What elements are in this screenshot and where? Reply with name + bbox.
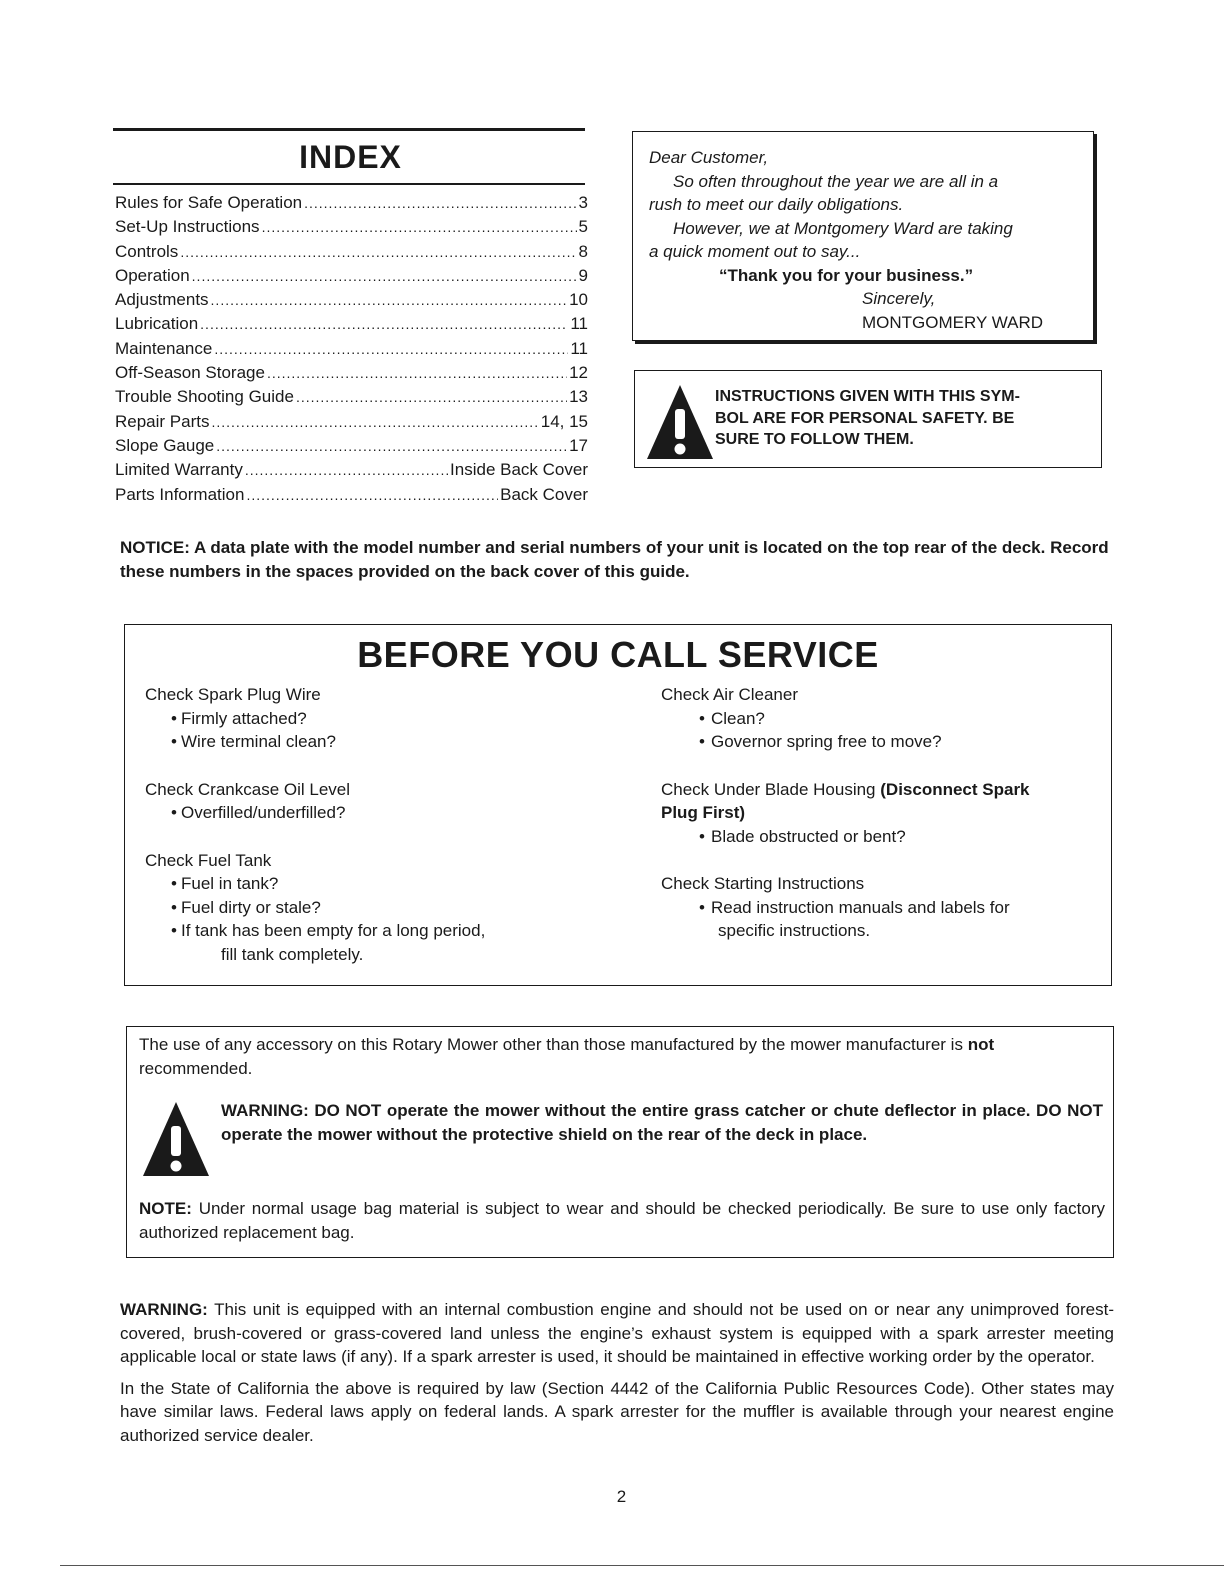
index-list [115,191,588,507]
check-bullet: • Fuel in tank? [145,872,625,896]
index-item-page: 14, 15 [540,411,588,431]
check-bullet: • Blade obstructed or bent? [661,825,1101,849]
letter-company: MONTGOMERY WARD [862,312,1044,332]
check-heading: Check Starting Instructions [661,874,865,893]
index-item [115,264,588,288]
index-item [115,215,588,239]
index-item-page: 13 [569,387,588,407]
check-bullet: • Read instruction manuals and labels for [661,896,1101,920]
safety-text [715,386,1095,451]
index-item-label: Slope Gauge [115,435,215,455]
accessory-warning-box [126,1026,1114,1258]
check-heading: Check Crankcase Oil Level [145,779,351,799]
index-item-label: Maintenance [115,338,213,358]
index-item [115,483,588,507]
before-you-call-service-box [124,624,1112,986]
accessory-text: The use of any accessory on this Rotary Mower other than those manufactured by the mower manufacturer is [139,1035,963,1054]
check-bullet-continuation: fill tank completely. [221,944,364,964]
page-number: 2 [616,1487,627,1506]
index-item [115,337,588,361]
index-item [115,434,588,458]
service-right-column [661,683,1101,967]
index-item-label: Trouble Shooting Guide [115,387,294,407]
index-item-page: 5 [578,217,588,237]
index-item-page: 12 [569,363,588,383]
letter-line: a quick moment out to say... [649,242,861,261]
index-title-rule [113,183,585,185]
spark-arrester-warnings [120,1298,1114,1455]
index-leader-dots [246,483,498,507]
index-item-page: Back Cover [500,484,588,504]
check-starting-group [661,872,1101,943]
index-leader-dots [192,264,577,288]
warning-triangle-icon [645,383,715,461]
check-bullet: • Governor spring free to move? [661,730,1101,754]
check-air-cleaner-group [661,683,1101,754]
california-paragraph: In the State of California the above is required by law (Section 4442 of the California Public Resources Code). Other states may have similar laws. Federal laws apply on federal lands. A spark arrester for the muffler is available through your nearest engine authorized service dealer. [120,1378,1114,1445]
index-leader-dots [216,434,567,458]
accessory-not: not [967,1035,995,1054]
check-fuel-group [145,849,625,967]
engine-warning-label: WARNING: [120,1300,208,1319]
index-item-page: 3 [578,193,588,212]
index-item [115,288,588,312]
check-crankcase-group [145,778,625,825]
index-item [115,240,588,264]
accessory-text: recommended. [139,1058,253,1078]
index-item-label: Off-Season Storage [115,363,265,383]
service-left-column [145,683,625,990]
index-leader-dots [211,288,568,312]
check-heading: Check Spark Plug Wire [145,685,321,704]
index-item-label: Set-Up Instructions [115,217,260,237]
index-leader-dots [262,215,577,239]
index-leader-dots [211,410,538,434]
index-leader-dots [304,191,576,215]
check-bullet-continuation: specific instructions. [718,921,871,940]
index-item [115,385,588,409]
index-item-label: Adjustments [115,290,209,310]
index-item-label: Limited Warranty [115,460,243,480]
index-item-page: 11 [570,314,588,334]
index-item-label: Repair Parts [115,411,210,431]
check-bullet: • Fuel dirty or stale? [145,896,625,920]
bottom-edge-rule [60,1565,1224,1566]
service-title: BEFORE YOU CALL SERVICE [357,634,879,675]
check-heading: Check Air Cleaner [661,685,799,704]
index-item [115,458,588,482]
index-item [115,361,588,385]
letter-closing: Sincerely, [862,289,936,308]
letter-line: However, we at Montgomery Ward are taking [673,218,1013,238]
index-item-page: 8 [578,241,588,261]
note-label: NOTE: [139,1199,192,1218]
letter-line: So often throughout the year we are all in a [673,171,999,191]
check-bullet: • Clean? [661,707,1101,731]
safety-line: INSTRUCTIONS GIVEN WITH THIS SYM- [715,388,1020,405]
index-leader-dots [214,337,568,361]
data-plate-notice: NOTICE: A data plate with the model number and serial numbers of your unit is located on the top rear of the deck. Record these numbers in the spaces provided on the back cover of this guide. [120,538,1109,581]
customer-letter-text [649,146,1089,334]
check-heading-bold: (Disconnect Spark [880,779,1030,799]
index-item-page: Inside Back Cover [450,460,588,480]
index-item-page: 9 [578,265,588,285]
check-heading-bold: Plug First) [661,803,746,822]
check-heading: Check Fuel Tank [145,850,272,870]
bag-note [139,1197,1105,1244]
index-title: INDEX [299,139,402,175]
check-blade-housing-group [661,778,1101,849]
safety-line: SURE TO FOLLOW THEM. [715,431,914,448]
letter-salutation: Dear Customer, [649,148,769,167]
check-bullet: • If tank has been empty for a long period, [145,919,625,943]
index-top-rule [113,128,585,131]
index-leader-dots [296,385,567,409]
index-leader-dots [180,240,576,264]
safety-symbol-box [634,370,1102,468]
index-leader-dots [245,458,448,482]
check-bullet: • Wire terminal clean? [145,730,625,754]
engine-warning-paragraph [120,1298,1114,1369]
index-item-label: Rules for Safe Operation [115,193,303,212]
index-item [115,312,588,336]
check-bullet: • Firmly attached? [145,707,625,731]
index-item-label: Parts Information [115,484,245,504]
check-heading [661,778,1101,802]
index-leader-dots [267,361,567,385]
check-bullet: • Overfilled/underfilled? [145,801,625,825]
letter-line: rush to meet our daily obligations. [649,195,904,214]
index-item [115,410,588,434]
letter-thanks: “Thank you for your business.” [719,265,974,285]
check-heading-text: Check Under Blade Housing [661,779,876,799]
warning-triangle-icon [141,1100,211,1178]
index-item-page: 17 [569,435,588,455]
grass-catcher-warning: WARNING: DO NOT operate the mower without the entire grass catcher or chute deflector in place. DO NOT operate the mower without the protective shield on the rear of the deck in place. [221,1101,1103,1144]
index-item-label: Lubrication [115,314,199,334]
engine-warning-text: This unit is equipped with an internal combustion engine and should not be used on or near any unimproved forest-covered, brush-covered or grass-covered land unless the engine’s exhaust system is equipped with a spark arrester meeting applicable local or state laws (if any). If a spark arrester is used, it should be maintained in effective working order by the operator. [120,1300,1114,1366]
index-item-label: Operation [115,265,190,285]
index-item-label: Controls [115,241,179,261]
accessory-paragraph [139,1033,1105,1080]
index-item-page: 11 [570,338,588,358]
safety-line: BOL ARE FOR PERSONAL SAFETY. BE [715,409,1015,427]
index-item-page: 10 [569,290,588,310]
check-spark-plug-group [145,683,625,754]
index-leader-dots [200,312,568,336]
customer-letter-box [632,131,1094,341]
check-heading [661,801,1101,825]
index-item [115,191,588,215]
index-section [113,128,588,507]
note-text: Under normal usage bag material is subject to wear and should be checked periodically. Be sure to use only factory authorized replacement bag. [139,1199,1105,1242]
